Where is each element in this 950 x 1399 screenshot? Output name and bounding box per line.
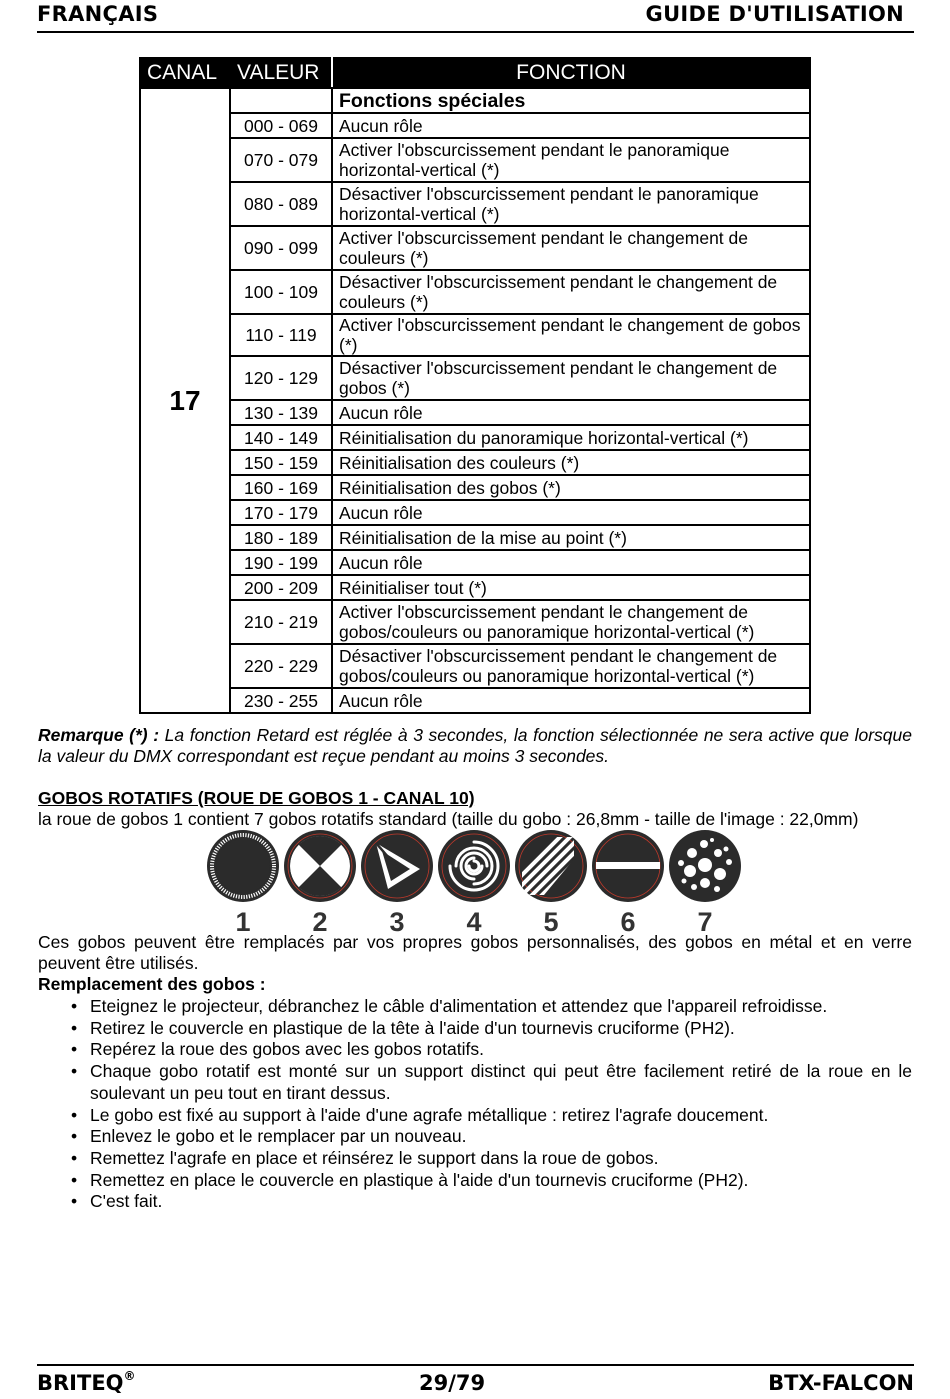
value-cell: 170 - 179 bbox=[230, 500, 332, 525]
function-cell: Réinitialisation de la mise au point (*) bbox=[332, 525, 810, 550]
page-header bbox=[37, 0, 914, 33]
replacement-title: Remplacement des gobos : bbox=[38, 974, 266, 994]
value-cell: 190 - 199 bbox=[230, 550, 332, 575]
table-row bbox=[140, 182, 810, 226]
gobo-triangle-icon bbox=[360, 829, 434, 903]
custom-gobo-paragraph: Ces gobos peuvent être remplacés par vos propres gobos personnalisés, des gobos en métal et en verre peuvent être utilisés. bbox=[38, 932, 912, 973]
function-cell: Activer l'obscurcissement pendant le panoramique horizontal-vertical (*) bbox=[332, 138, 810, 182]
table-row bbox=[140, 226, 810, 270]
table-row bbox=[140, 138, 810, 182]
page-footer bbox=[37, 1364, 914, 1399]
function-cell: Réinitialiser tout (*) bbox=[332, 575, 810, 600]
function-cell: Aucun rôle bbox=[332, 500, 810, 525]
value-cell: 090 - 099 bbox=[230, 226, 332, 270]
list-item: • Remettez en place le couvercle en plastique à l'aide d'un tournevis cruciforme (PH2). bbox=[38, 1170, 912, 1192]
table-row bbox=[140, 270, 810, 314]
gobo-hourglass-icon bbox=[283, 829, 357, 903]
function-cell: Aucun rôle bbox=[332, 688, 810, 713]
remark-label: Remarque (*) : bbox=[38, 725, 160, 745]
function-cell: Activer l'obscurcissement pendant le changement de gobos/couleurs ou panoramique horizontal-vertical (*) bbox=[332, 600, 810, 644]
value-cell: 230 - 255 bbox=[230, 688, 332, 713]
footer-page-number: 29/79 bbox=[419, 1371, 486, 1395]
function-cell: Désactiver l'obscurcissement pendant le changement de gobos/couleurs ou panoramique horizontal-vertical (*) bbox=[332, 644, 810, 688]
gobo-bar-icon bbox=[591, 829, 665, 903]
subtitle-cell: Fonctions spéciales bbox=[332, 88, 810, 113]
canal-number: 17 bbox=[140, 88, 230, 713]
gobo-4 bbox=[437, 829, 511, 938]
gobo-number: 7 bbox=[697, 907, 713, 937]
gobo-7 bbox=[668, 829, 742, 938]
function-cell: Réinitialisation du panoramique horizontal-vertical (*) bbox=[332, 425, 810, 450]
gobo-number: 3 bbox=[389, 907, 405, 937]
gobo-stripes-icon bbox=[514, 829, 588, 903]
gobo-number: 4 bbox=[466, 907, 482, 937]
header-fonction: FONCTION bbox=[332, 58, 810, 88]
function-cell: Désactiver l'obscurcissement pendant le changement de couleurs (*) bbox=[332, 270, 810, 314]
table-row bbox=[140, 500, 810, 525]
table-row bbox=[140, 425, 810, 450]
registered-mark: ® bbox=[123, 1369, 136, 1383]
function-cell: Désactiver l'obscurcissement pendant le changement de gobos (*) bbox=[332, 356, 810, 400]
gobo-number: 2 bbox=[312, 907, 328, 937]
value-cell: 130 - 139 bbox=[230, 400, 332, 425]
footer-model: BTX-FALCON bbox=[768, 1371, 914, 1395]
list-item: • C'est fait. bbox=[38, 1191, 912, 1213]
value-cell: 070 - 079 bbox=[230, 138, 332, 182]
list-item: • Retirez le couvercle en plastique de la tête à l'aide d'un tournevis cruciforme (PH2). bbox=[38, 1018, 912, 1040]
table-row bbox=[140, 475, 810, 500]
value-cell: 160 - 169 bbox=[230, 475, 332, 500]
table-row bbox=[140, 400, 810, 425]
function-cell: Désactiver l'obscurcissement pendant le panoramique horizontal-vertical (*) bbox=[332, 182, 810, 226]
section-title: GOBOS ROTATIFS (ROUE DE GOBOS 1 - CANAL 10) bbox=[38, 788, 475, 808]
value-cell: 210 - 219 bbox=[230, 600, 332, 644]
function-cell: Réinitialisation des couleurs (*) bbox=[332, 450, 810, 475]
value-cell: 120 - 129 bbox=[230, 356, 332, 400]
gobo-5 bbox=[514, 829, 588, 938]
gobo-2 bbox=[283, 829, 357, 938]
value-cell: 100 - 109 bbox=[230, 270, 332, 314]
list-item: • Repérez la roue des gobos avec les gobos rotatifs. bbox=[38, 1039, 912, 1061]
value-cell: 000 - 069 bbox=[230, 113, 332, 138]
function-cell: Réinitialisation des gobos (*) bbox=[332, 475, 810, 500]
list-item: • Remettez l'agrafe en place et réinsérez le support dans la roue de gobos. bbox=[38, 1148, 912, 1170]
table-row bbox=[140, 525, 810, 550]
table-row bbox=[140, 314, 810, 356]
table-row bbox=[140, 644, 810, 688]
table-row bbox=[140, 600, 810, 644]
gobo-1 bbox=[206, 829, 280, 938]
footer-brand: BRITEQ® bbox=[37, 1369, 136, 1395]
table-header-row bbox=[140, 58, 810, 88]
function-cell: Aucun rôle bbox=[332, 550, 810, 575]
header-valeur: VALEUR bbox=[230, 58, 332, 88]
value-cell: 200 - 209 bbox=[230, 575, 332, 600]
list-item: • Eteignez le projecteur, débranchez le câble d'alimentation et attendez que l'appareil refroidisse. bbox=[38, 996, 912, 1018]
gobo-number: 5 bbox=[543, 907, 559, 937]
value-cell: 150 - 159 bbox=[230, 450, 332, 475]
header-language: FRANÇAIS bbox=[37, 2, 159, 26]
table-row bbox=[140, 450, 810, 475]
value-cell: 140 - 149 bbox=[230, 425, 332, 450]
table-body bbox=[140, 88, 810, 713]
dmx-channel-table bbox=[139, 57, 811, 714]
gobo-6 bbox=[591, 829, 665, 938]
table-row bbox=[140, 575, 810, 600]
header-canal: CANAL bbox=[140, 58, 230, 88]
function-cell: Aucun rôle bbox=[332, 400, 810, 425]
table-row bbox=[140, 113, 810, 138]
replacement-steps-list bbox=[38, 996, 912, 1213]
gobo-bubbles-icon bbox=[668, 829, 742, 903]
function-cell: Activer l'obscurcissement pendant le changement de gobos (*) bbox=[332, 314, 810, 356]
gobo-spiral-icon bbox=[437, 829, 511, 903]
gobo-wheel-illustration bbox=[206, 829, 746, 937]
list-item: • Enlevez le gobo et le remplacer par un nouveau. bbox=[38, 1126, 912, 1148]
function-cell: Aucun rôle bbox=[332, 113, 810, 138]
gobo-3 bbox=[360, 829, 434, 938]
header-guide-title: GUIDE D'UTILISATION bbox=[645, 2, 904, 26]
gobo-number: 1 bbox=[235, 907, 251, 937]
value-cell: 110 - 119 bbox=[230, 314, 332, 356]
table-row bbox=[140, 356, 810, 400]
section-intro: la roue de gobos 1 contient 7 gobos rotatifs standard (taille du gobo : 26,8mm - taille de l'image : 22,0mm) bbox=[38, 809, 859, 829]
remark-note bbox=[38, 725, 912, 767]
value-cell: 080 - 089 bbox=[230, 182, 332, 226]
remark-text: La fonction Retard est réglée à 3 secondes, la fonction sélectionnée ne sera active que lorsque la valeur du DMX correspondant est reçue pendant au moins 3 secondes. bbox=[38, 725, 912, 766]
table-row bbox=[140, 688, 810, 713]
table-row bbox=[140, 550, 810, 575]
table-row bbox=[140, 88, 810, 113]
gobo-ring-dots-icon bbox=[206, 829, 280, 903]
gobo-number: 6 bbox=[620, 907, 636, 937]
list-item: • Le gobo est fixé au support à l'aide d'une agrafe métallique : retirez l'agrafe doucement. bbox=[38, 1105, 912, 1127]
function-cell: Activer l'obscurcissement pendant le changement de couleurs (*) bbox=[332, 226, 810, 270]
list-item: • Chaque gobo rotatif est monté sur un support distinct qui peut être facilement retiré de la roue en le soulevant un peu tout en tirant dessus. bbox=[38, 1061, 912, 1104]
value-cell: 220 - 229 bbox=[230, 644, 332, 688]
value-cell: 180 - 189 bbox=[230, 525, 332, 550]
value-cell bbox=[230, 88, 332, 113]
